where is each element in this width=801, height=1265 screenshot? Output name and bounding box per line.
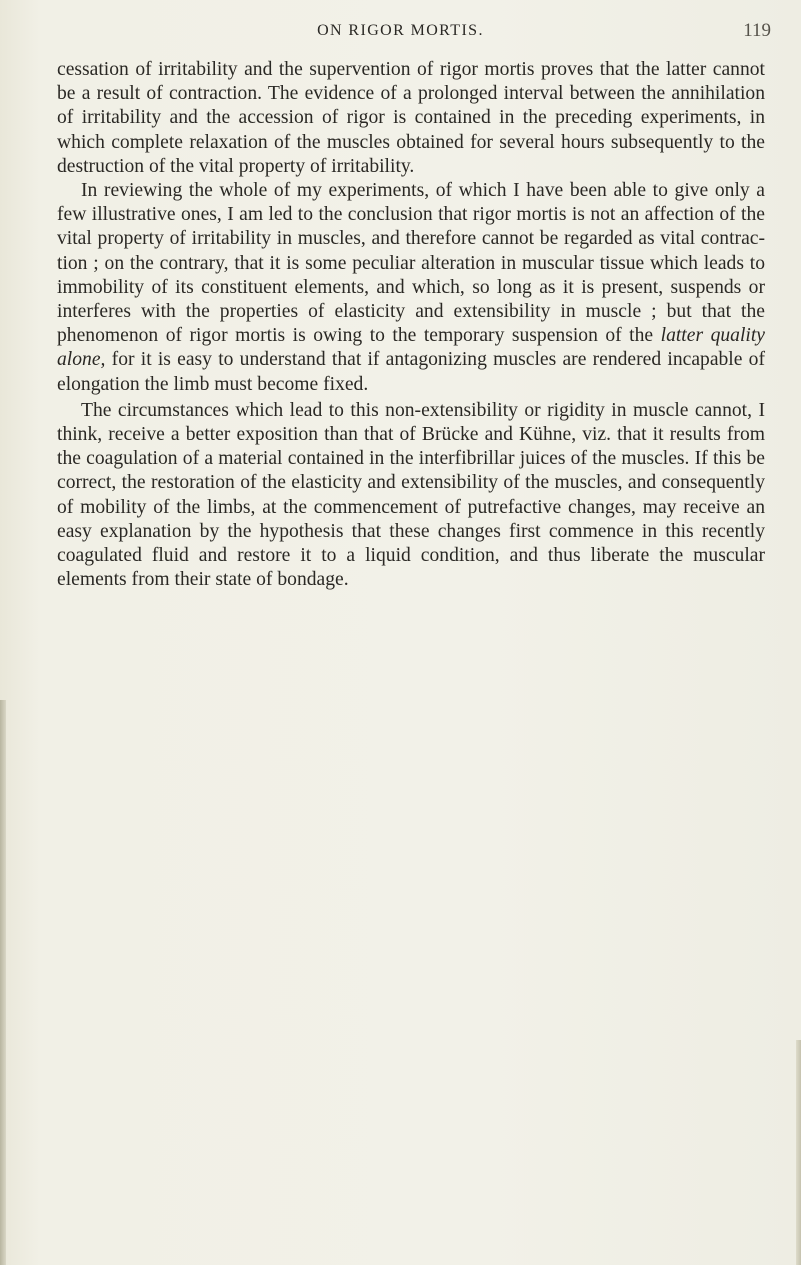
paragraph-2-text-before: In reviewing the whole of my experiments, of which I have been able to give only a few illustrative ones, I am led to the conclusion that rigor mortis is not an affection of the vital property of irritability in muscles, and therefore cannot be regarded as vital contraction ; on the contrary, that it is some peculiar alteration in muscular tissue which leads to immobility of its constituent elements, and which, so long as it is present, suspends or interferes with the properties of elasticity and extensibility in muscle ; but that the phenomenon of rigor mortis is owing to the temporary suspension of the [57,180,765,347]
page-binding-shadow [0,700,6,1265]
paragraph-1: cessation of irritability and the supervention of rigor mortis proves that the latter cannot be a result of contraction. The evidence of a prolonged interval between the annihilation of irritability and the accession of rigor is contained in the preceding experiments, in which complete relaxation of the muscles obtained for several hours subsequently to the destruction of the vital property of irritability. [57,59,765,177]
running-head: ON RIGOR MORTIS. [317,22,484,39]
paragraph-2 [57,179,765,397]
paragraph-3: The circumstances which lead to this non-extensibility or rigidity in muscle cannot, I think, receive a better exposition than that of Brücke and Kühne, viz. that it results from the coagulation of a material contained in the interfibrillar juices of the muscles. If this be correct, the restoration of the elasticity and extensibility of the muscles, and consequently of mobility of the limbs, at the commencement of putrefactive changes, may receive an easy explanation by the hypothesis that these changes first commence in this recently coagulated fluid and restore it to a liquid condition, and thus liberate the muscular elements from their state of bondage. [57,399,765,591]
paragraph-2-text-after: for it is easy to understand that if antagonizing muscles are rendered incapable of elongation the limb must become fixed. [57,349,765,395]
paragraph-2-emphasis: latter quality alone, [57,325,765,371]
page-edge-shadow [796,1040,801,1265]
page-number: 119 [743,20,771,41]
page-header [0,20,801,44]
body-text [57,58,765,592]
